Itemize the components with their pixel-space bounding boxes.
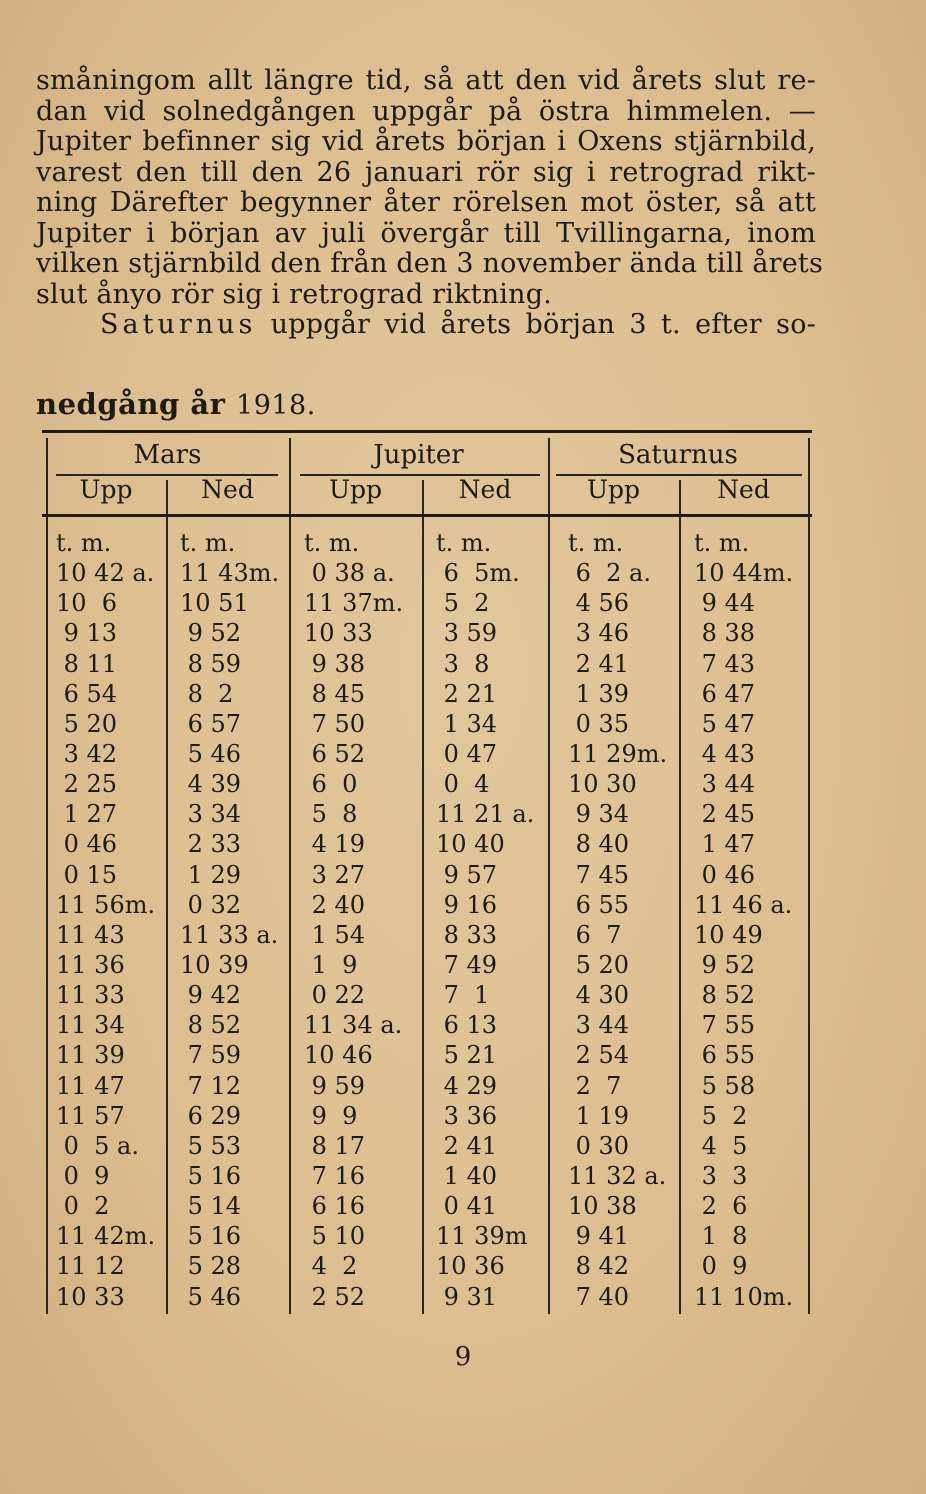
table-cell: 10 42 a. <box>56 559 155 588</box>
table-cell: 10 44m. <box>694 559 794 588</box>
paragraph-line: ning Därefter begynner åter rörelsen mot öster, så att <box>36 187 816 218</box>
paragraph-line: Jupiter befinner sig vid årets början i Oxens stjärnbild, <box>36 126 816 157</box>
table-cell: 4 39 <box>180 770 242 799</box>
table-cell: 9 44 <box>694 589 756 618</box>
table-cell: 2 41 <box>436 1131 498 1160</box>
group-divider <box>289 438 291 1314</box>
table-cell: 8 59 <box>180 649 242 678</box>
table-cell: 2 41 <box>568 649 630 678</box>
table-left-border <box>46 438 48 1314</box>
planet-header-mars: Mars <box>133 440 202 470</box>
table-cell: 9 41 <box>568 1222 630 1251</box>
heading-year: 1918. <box>236 390 316 421</box>
table-cell: 11 12 <box>56 1252 125 1281</box>
table-cell: 0 9 <box>56 1161 110 1190</box>
section-heading <box>36 387 316 421</box>
table-cell: 8 40 <box>568 830 630 859</box>
table-cell: 5 16 <box>180 1161 242 1190</box>
table-cell: 5 2 <box>436 589 490 618</box>
table-cell: 6 0 <box>304 770 358 799</box>
table-cell: 0 47 <box>436 739 498 768</box>
planet-header-saturnus: Saturnus <box>618 440 738 470</box>
table-cell: 11 32 a. <box>568 1161 667 1190</box>
table-cell: 5 58 <box>694 1071 756 1100</box>
table-cell: 5 2 <box>694 1101 748 1130</box>
table-top-rule <box>42 430 812 433</box>
table-cell: 11 33 a. <box>180 920 279 949</box>
table-cell: 9 13 <box>56 619 118 648</box>
table-cell: 3 34 <box>180 800 242 829</box>
page-number: 9 <box>454 1342 472 1372</box>
table-cell: 10 30 <box>568 770 637 799</box>
table-cell: 10 33 <box>56 1282 125 1311</box>
table-header-rule <box>42 514 812 517</box>
table-cell: 9 42 <box>180 981 242 1010</box>
table-cell: 9 9 <box>304 1101 358 1130</box>
table-cell: 3 42 <box>56 739 118 768</box>
table-right-border <box>808 438 810 1314</box>
table-cell: 8 33 <box>436 920 498 949</box>
table-cell: 5 8 <box>304 800 358 829</box>
paragraph-line: vilken stjärnbild den från den 3 november ända till årets <box>36 248 824 279</box>
column-saturnus-ned <box>694 528 793 1312</box>
table-cell: 6 16 <box>304 1192 366 1221</box>
table-cell: 0 38 a. <box>304 559 395 588</box>
table-cell: 8 2 <box>180 679 234 708</box>
unit-header: t. m. <box>180 529 236 557</box>
saturn-line <box>36 310 816 341</box>
table-cell: 6 29 <box>180 1101 242 1130</box>
saturn-rest: uppgår vid årets början 3 t. efter so- <box>256 309 816 340</box>
table-cell: 1 19 <box>568 1101 630 1130</box>
column-mars-upp <box>56 528 155 1312</box>
table-cell: 2 40 <box>304 890 366 919</box>
column-divider <box>422 480 424 1314</box>
table-cell: 11 42m. <box>56 1222 156 1251</box>
table-cell: 1 40 <box>436 1161 498 1190</box>
table-cell: 6 55 <box>694 1041 756 1070</box>
table-cell: 3 36 <box>436 1101 498 1130</box>
table-cell: 3 44 <box>694 770 756 799</box>
paragraph-line: dan vid solnedgången uppgår på östra himmelen. — <box>36 95 816 127</box>
table-cell: 2 45 <box>694 800 756 829</box>
table-cell: 0 9 <box>694 1252 748 1281</box>
table-cell: 0 15 <box>56 860 118 889</box>
sub-header-upp: Upp <box>328 475 383 504</box>
table-cell: 1 34 <box>436 709 498 738</box>
table-cell: 5 20 <box>56 709 118 738</box>
table-cell: 9 59 <box>304 1071 366 1100</box>
paragraph-line: slut ånyo rör sig i retrograd riktning. <box>36 278 553 310</box>
table-cell: 3 46 <box>568 619 630 648</box>
group-divider <box>548 438 550 1314</box>
table-cell: 9 57 <box>436 860 498 889</box>
table-cell: 5 14 <box>180 1192 242 1221</box>
table-cell: 8 17 <box>304 1131 366 1160</box>
table-cell: 11 43m. <box>180 559 280 588</box>
table-cell: 0 32 <box>180 890 242 919</box>
column-jupiter-ned <box>436 528 534 1312</box>
column-mars-ned <box>180 528 279 1312</box>
table-cell: 5 46 <box>180 1282 242 1311</box>
table-cell: 11 10m. <box>694 1282 794 1311</box>
table-cell: 10 33 <box>304 619 373 648</box>
table-cell: 6 52 <box>304 739 366 768</box>
saturn-word: Saturnus <box>100 309 257 340</box>
table-cell: 3 8 <box>436 649 490 678</box>
table-cell: 8 52 <box>694 981 756 1010</box>
table-cell: 10 51 <box>180 589 249 618</box>
table-cell: 6 7 <box>568 920 622 949</box>
heading-text: nedgång år <box>36 387 237 421</box>
table-cell: 7 45 <box>568 860 630 889</box>
table-cell: 4 30 <box>568 981 630 1010</box>
table-cell: 10 40 <box>436 830 505 859</box>
unit-header: t. m. <box>568 529 624 557</box>
sub-header-ned: Ned <box>458 475 512 504</box>
table-cell: 1 9 <box>304 950 358 979</box>
table-cell: 11 39 <box>56 1041 125 1070</box>
table-cell: 0 30 <box>568 1131 630 1160</box>
table-cell: 1 39 <box>568 679 630 708</box>
table-cell: 11 29m. <box>568 739 668 768</box>
table-cell: 0 41 <box>436 1192 498 1221</box>
table-cell: 7 55 <box>694 1011 756 1040</box>
table-cell: 7 16 <box>304 1161 366 1190</box>
table-cell: 10 39 <box>180 950 249 979</box>
table-cell: 2 54 <box>568 1041 630 1070</box>
table-cell: 0 35 <box>568 709 630 738</box>
table-cell: 11 56m. <box>56 890 156 919</box>
table-cell: 10 36 <box>436 1252 505 1281</box>
table-cell: 3 44 <box>568 1011 630 1040</box>
table-cell: 6 54 <box>56 679 118 708</box>
sub-header-ned: Ned <box>717 475 770 504</box>
table-cell: 2 7 <box>568 1071 622 1100</box>
table-cell: 0 5 a. <box>56 1131 139 1160</box>
table-cell: 5 21 <box>436 1041 498 1070</box>
table-cell: 7 43 <box>694 649 756 678</box>
table-cell: 4 56 <box>568 589 630 618</box>
table-cell: 7 50 <box>304 709 366 738</box>
table-cell: 4 43 <box>694 739 756 768</box>
table-cell: 11 34 a. <box>304 1011 403 1040</box>
table-cell: 2 33 <box>180 830 242 859</box>
table-cell: 11 21 a. <box>436 800 535 829</box>
table-cell: 11 33 <box>56 981 125 1010</box>
table-cell: 8 52 <box>180 1011 242 1040</box>
table-cell: 11 47 <box>56 1071 125 1100</box>
table-cell: 4 29 <box>436 1071 498 1100</box>
table-cell: 0 4 <box>436 770 490 799</box>
table-cell: 11 37m. <box>304 589 404 618</box>
table-cell: 1 29 <box>180 860 242 889</box>
table-cell: 1 47 <box>694 830 756 859</box>
table-cell: 6 5m. <box>436 559 520 588</box>
table-cell: 8 38 <box>694 619 756 648</box>
table-cell: 11 34 <box>56 1011 125 1040</box>
table-cell: 11 36 <box>56 950 125 979</box>
table-cell: 2 21 <box>436 679 498 708</box>
table-cell: 11 57 <box>56 1101 125 1130</box>
table-cell: 7 59 <box>180 1041 242 1070</box>
table-cell: 8 42 <box>568 1252 630 1281</box>
column-saturnus-upp <box>568 528 667 1312</box>
table-cell: 11 43 <box>56 920 125 949</box>
table-cell: 11 39m <box>436 1222 528 1251</box>
table-cell: 9 52 <box>180 619 242 648</box>
table-cell: 10 38 <box>568 1192 637 1221</box>
table-cell: 0 2 <box>56 1192 110 1221</box>
table-cell: 6 57 <box>180 709 242 738</box>
table-cell: 6 55 <box>568 890 630 919</box>
table-cell: 5 20 <box>568 950 630 979</box>
table-cell: 5 10 <box>304 1222 366 1251</box>
table-cell: 5 28 <box>180 1252 242 1281</box>
table-cell: 7 12 <box>180 1071 242 1100</box>
table-cell: 8 11 <box>56 649 118 678</box>
table-cell: 4 2 <box>304 1252 358 1281</box>
table-cell: 9 52 <box>694 950 756 979</box>
table-cell: 3 3 <box>694 1161 748 1190</box>
table-cell: 11 46 a. <box>694 890 793 919</box>
table-cell: 6 13 <box>436 1011 498 1040</box>
sub-header-upp: Upp <box>586 475 641 504</box>
table-cell: 3 59 <box>436 619 498 648</box>
table-cell: 0 46 <box>56 830 118 859</box>
column-divider <box>679 480 681 1314</box>
table-cell: 7 40 <box>568 1282 630 1311</box>
table-cell: 5 46 <box>180 739 242 768</box>
table-cell: 5 47 <box>694 709 756 738</box>
table-cell: 9 38 <box>304 649 366 678</box>
table-cell: 10 6 <box>56 589 118 618</box>
table-cell: 8 45 <box>304 679 366 708</box>
table-cell: 9 34 <box>568 800 630 829</box>
table-cell: 7 49 <box>436 950 498 979</box>
column-jupiter-upp <box>304 528 403 1312</box>
table-cell: 9 16 <box>436 890 498 919</box>
table-cell: 2 6 <box>694 1192 748 1221</box>
table-cell: 6 2 a. <box>568 559 651 588</box>
table-cell: 4 19 <box>304 830 366 859</box>
sub-header-ned: Ned <box>201 475 254 504</box>
paragraph-line: Jupiter i början av juli övergår till Tvillingarna, inom <box>36 217 816 249</box>
unit-header: t. m. <box>694 529 750 557</box>
table-cell: 5 53 <box>180 1131 242 1160</box>
planet-header-jupiter: Jupiter <box>373 440 464 470</box>
table-cell: 2 52 <box>304 1282 366 1311</box>
table-cell: 1 8 <box>694 1222 748 1251</box>
intro-paragraph <box>36 65 824 341</box>
unit-header: t. m. <box>436 529 492 557</box>
table-cell: 2 25 <box>56 770 118 799</box>
table-cell: 1 54 <box>304 920 366 949</box>
table-cell: 10 46 <box>304 1041 373 1070</box>
table-cell: 1 27 <box>56 800 118 829</box>
table-cell: 3 27 <box>304 860 366 889</box>
unit-header: t. m. <box>56 529 112 557</box>
table-cell: 9 31 <box>436 1282 498 1311</box>
paragraph-line: småningom allt längre tid, så att den vid årets slut re- <box>36 65 816 96</box>
table-cell: 0 46 <box>694 860 756 889</box>
column-divider <box>166 480 168 1314</box>
paragraph-line: varest den till den 26 januari rör sig i retrograd rikt- <box>36 156 816 188</box>
table-cell: 4 5 <box>694 1131 748 1160</box>
table-cell: 0 22 <box>304 981 366 1010</box>
table-cell: 7 1 <box>436 981 490 1010</box>
sub-header-upp: Upp <box>79 475 133 504</box>
table-cell: 10 49 <box>694 920 763 949</box>
table-cell: 6 47 <box>694 679 756 708</box>
unit-header: t. m. <box>304 529 360 557</box>
table-cell: 5 16 <box>180 1222 242 1251</box>
